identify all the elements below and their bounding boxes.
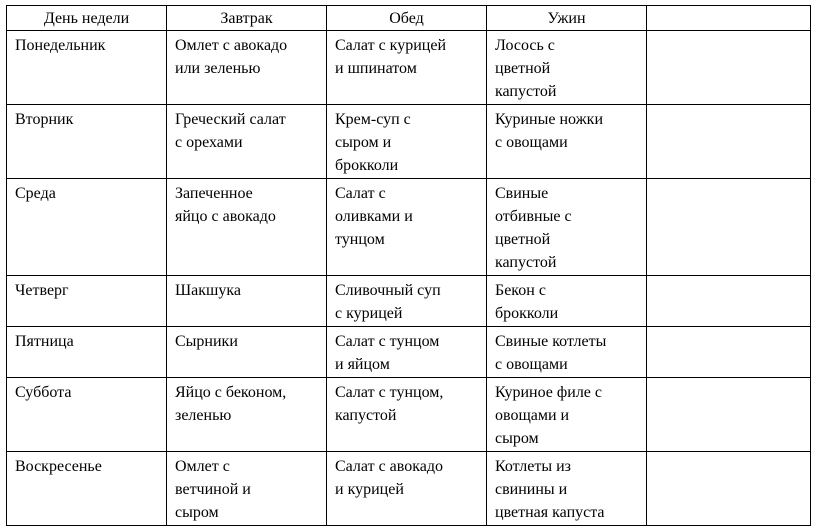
header-breakfast: Завтрак [167, 6, 327, 31]
breakfast-cell [167, 31, 327, 105]
lunch-cell [327, 105, 487, 179]
day-name: Четверг [15, 282, 69, 299]
weekly-meal-table [6, 5, 811, 526]
day-cell [7, 105, 167, 179]
extra-cell [647, 452, 811, 526]
dinner-cell [487, 105, 647, 179]
breakfast-cell [167, 179, 327, 276]
dinner-text: Котлеты из свинины и цветная капуста [495, 458, 605, 521]
lunch-cell [327, 179, 487, 276]
lunch-text: Салат с тунцом, капустой [335, 384, 444, 424]
dinner-cell [487, 452, 647, 526]
dinner-text: Свиные отбивные с цветной капустой [495, 185, 572, 271]
dinner-cell [487, 31, 647, 105]
dinner-text: Куриное филе с овощами и сыром [495, 384, 603, 447]
table-row [7, 276, 811, 327]
breakfast-cell [167, 378, 327, 452]
table-row [7, 31, 811, 105]
table-row [7, 452, 811, 526]
lunch-cell [327, 276, 487, 327]
breakfast-cell [167, 327, 327, 378]
table-row [7, 327, 811, 378]
table-header-row [7, 6, 811, 31]
day-cell [7, 31, 167, 105]
extra-cell [647, 378, 811, 452]
extra-cell [647, 276, 811, 327]
lunch-cell [327, 452, 487, 526]
header-empty [647, 6, 811, 31]
dinner-cell [487, 276, 647, 327]
lunch-text: Салат с авокадо и курицей [335, 458, 443, 498]
extra-cell [647, 31, 811, 105]
dinner-text: Куриные ножки с овощами [495, 111, 603, 151]
day-cell [7, 378, 167, 452]
lunch-text: Салат с тунцом и яйцом [335, 333, 440, 373]
day-cell [7, 179, 167, 276]
breakfast-cell [167, 105, 327, 179]
table-row [7, 378, 811, 452]
dinner-cell [487, 179, 647, 276]
lunch-text: Салат с оливками и тунцом [335, 185, 413, 248]
dinner-text: Бекон с брокколи [495, 282, 559, 322]
lunch-text: Крем-суп с сыром и брокколи [335, 111, 411, 174]
day-name: Среда [15, 185, 56, 202]
extra-cell [647, 327, 811, 378]
table-row [7, 179, 811, 276]
breakfast-text: Сырники [175, 333, 238, 350]
dinner-cell [487, 378, 647, 452]
day-name: Вторник [15, 111, 74, 128]
lunch-cell [327, 31, 487, 105]
breakfast-text: Яйцо с беконом, зеленью [175, 384, 287, 424]
header-lunch: Обед [327, 6, 487, 31]
day-cell [7, 327, 167, 378]
day-cell [7, 452, 167, 526]
breakfast-text: Омлет с ветчиной и сыром [175, 458, 251, 521]
dinner-text: Свиные котлеты с овощами [495, 333, 607, 373]
dinner-cell [487, 327, 647, 378]
day-name: Пятница [15, 333, 74, 350]
lunch-cell [327, 378, 487, 452]
day-name: Воскресенье [15, 458, 102, 475]
breakfast-cell [167, 276, 327, 327]
table-row [7, 105, 811, 179]
day-name: Суббота [15, 384, 72, 401]
breakfast-cell [167, 452, 327, 526]
extra-cell [647, 105, 811, 179]
lunch-cell [327, 327, 487, 378]
dinner-text: Лосось с цветной капустой [495, 37, 557, 100]
breakfast-text: Омлет с авокадо или зеленью [175, 37, 288, 77]
header-dinner: Ужин [487, 6, 647, 31]
extra-cell [647, 179, 811, 276]
day-cell [7, 276, 167, 327]
lunch-text: Салат с курицей и шпинатом [335, 37, 447, 77]
breakfast-text: Шакшука [175, 282, 241, 299]
day-name: Понедельник [15, 37, 106, 54]
lunch-text: Сливочный суп с курицей [335, 282, 441, 322]
header-day-of-week: День недели [7, 6, 167, 31]
breakfast-text: Запеченное яйцо с авокадо [175, 185, 276, 225]
breakfast-text: Греческий салат с орехами [175, 111, 286, 151]
